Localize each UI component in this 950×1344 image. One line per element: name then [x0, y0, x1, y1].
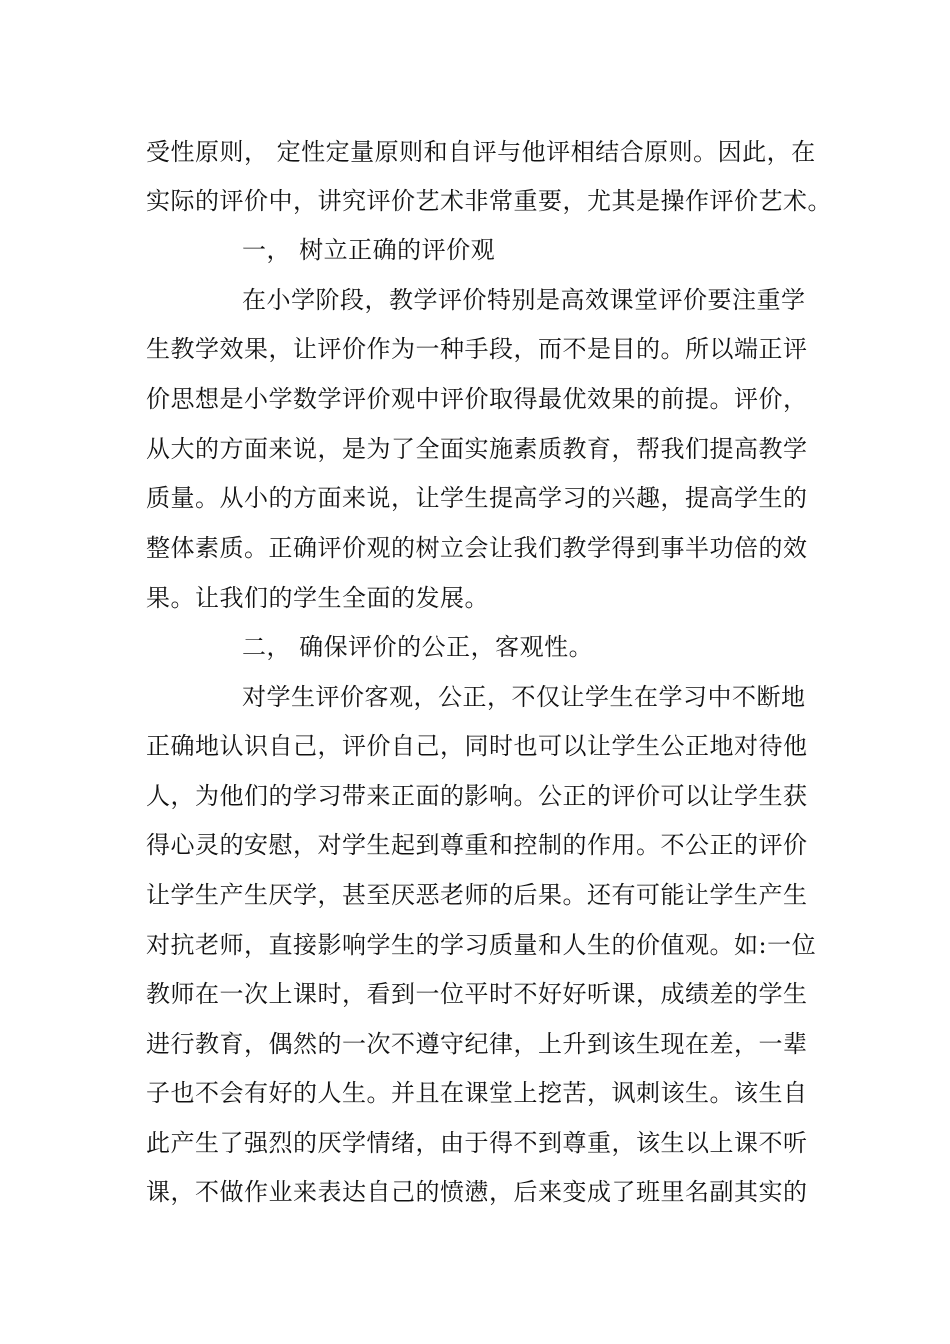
text-line: 此产生了强烈的厌学情绪，由于得不到尊重，该生以上课不听	[146, 1129, 808, 1157]
section-heading-2: 二， 确保评价的公正，客观性。	[242, 633, 594, 661]
text-line: 受性原则， 定性定量原则和自评与他评相结合原则。因此，在	[146, 138, 816, 166]
text-line: 从大的方面来说，是为了全面实施素质教育，帮我们提高教学	[146, 435, 808, 463]
text-line: 进行教育，偶然的一次不遵守纪律，上升到该生现在差，一辈	[146, 1030, 808, 1058]
text-line: 课，不做作业来表达自己的愤懑，后来变成了班里名副其实的	[146, 1178, 808, 1206]
text-line: 价思想是小学数学评价观中评价取得最优效果的前提。评价，	[146, 385, 808, 413]
text-line: 对学生评价客观，公正，不仅让学生在学习中不断地	[242, 683, 806, 711]
text-line: 质量。从小的方面来说，让学生提高学习的兴趣，提高学生的	[146, 484, 808, 512]
text-line: 正确地认识自己，评价自己，同时也可以让学生公正地对待他	[146, 732, 808, 760]
text-line: 生教学效果，让评价作为一种手段，而不是目的。所以端正评	[146, 335, 808, 363]
text-line: 子也不会有好的人生。并且在课堂上挖苦，讽刺该生。该生自	[146, 1079, 808, 1107]
text-line: 实际的评价中，讲究评价艺术非常重要，尤其是操作评价艺术。	[146, 187, 832, 215]
text-line: 对抗老师，直接影响学生的学习质量和人生的价值观。如:一位	[146, 931, 817, 959]
text-line: 整体素质。正确评价观的树立会让我们教学得到事半功倍的效	[146, 534, 808, 562]
text-line: 得心灵的安慰，对学生起到尊重和控制的作用。不公正的评价	[146, 831, 808, 859]
text-line: 人，为他们的学习带来正面的影响。公正的评价可以让学生获	[146, 782, 808, 810]
section-heading-1: 一， 树立正确的评价观	[242, 236, 496, 264]
text-line: 让学生产生厌学，甚至厌恶老师的后果。还有可能让学生产生	[146, 881, 808, 909]
text-line: 果。让我们的学生全面的发展。	[146, 584, 489, 612]
text-line: 在小学阶段，教学评价特别是高效课堂评价要注重学	[242, 286, 806, 314]
text-line: 教师在一次上课时，看到一位平时不好好听课，成绩差的学生	[146, 980, 808, 1008]
